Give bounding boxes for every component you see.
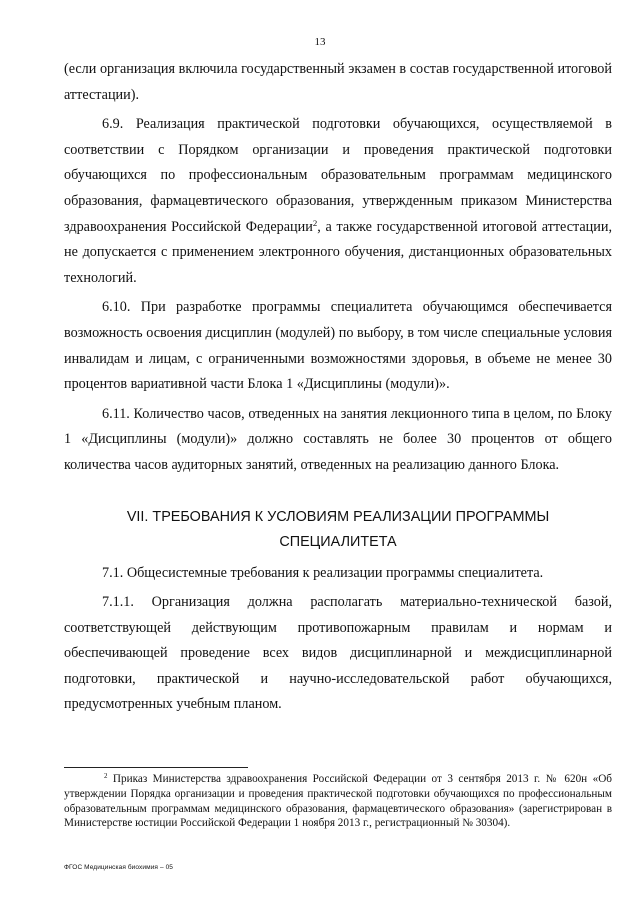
- section-heading: [64, 505, 612, 555]
- document-body: [64, 57, 612, 722]
- paragraph-7-1: 7.1. Общесистемные требования к реализации программы специалитета.: [102, 564, 544, 581]
- footnote-separator: [64, 767, 248, 768]
- paragraph-continuation: (если организация включила государственный экзамен в состав государственной итоговой аттестации).: [64, 61, 612, 103]
- section-heading-line-2: СПЕЦИАЛИТЕТА: [279, 533, 397, 550]
- footnote-reference: 2: [312, 217, 318, 228]
- paragraph-6-11: 6.11. Количество часов, отведенных на занятия лекционного типа в целом, по Блоку 1 «Дисциплины (модули)» должно составлять не более 30 процентов от общего количества часов аудиторных занятий, отведенных на реализацию данного Блока.: [64, 405, 612, 473]
- paragraph-6-9-text: 6.9. Реализация практической подготовки обучающихся, осуществляемой в соответствии с Порядком организации и проведения практической подготовки обучающихся по профессиональным образовательным программам медицинского образования, фармацевтического образования, утвержденным приказом Министерства здравоохранения Российской Федерации: [64, 116, 612, 235]
- document-footer-label: ФГОС Медицинская биохимия – 05: [64, 864, 174, 871]
- paragraph-6-10: 6.10. При разработке программы специалитета обучающимся обеспечивается возможность освоения дисциплин (модулей) по выбору, в том числе специальные условия инвалидам и лицам, с ограниченными возможностями здоровья, в объеме не менее 30 процентов вариативной части Блока 1 «Дисциплины (модули)».: [64, 299, 612, 393]
- footnote-text: Приказ Министерства здравоохранения Российской Федерации от 3 сентября 2013 г. № 620н «Об утверждении Порядка организации и проведения практической подготовки обучающихся по профессиональным образовательным программам медицинского образования, фармацевтического образования» (зарегистрирован в Министерстве юстиции Российской Федерации 1 ноября 2013 г., регистрационный № 30304).: [64, 773, 612, 830]
- paragraph-7-1-1: 7.1.1. Организация должна располагать материально-технической базой, соответствующей действующим противопожарным правилам и нормам и обеспечивающей проведение всех видов дисциплинарной и междисциплинарной подготовки, практической и научно-исследовательской работ обучающихся, предусмотренных учебным планом.: [64, 594, 612, 713]
- paragraph-6-9: [64, 112, 612, 291]
- paragraph-6-9-text-after: , а также государственной итоговой аттестации, не допускается с применением электронного обучения, дистанционных образовательных технологий.: [64, 218, 612, 286]
- page-number: 13: [314, 36, 326, 48]
- section-heading-line-1: VII. ТРЕБОВАНИЯ К УСЛОВИЯМ РЕАЛИЗАЦИИ ПРОГРАММЫ: [126, 508, 550, 525]
- footnote-marker: 2: [104, 772, 108, 781]
- footnote: [64, 772, 612, 831]
